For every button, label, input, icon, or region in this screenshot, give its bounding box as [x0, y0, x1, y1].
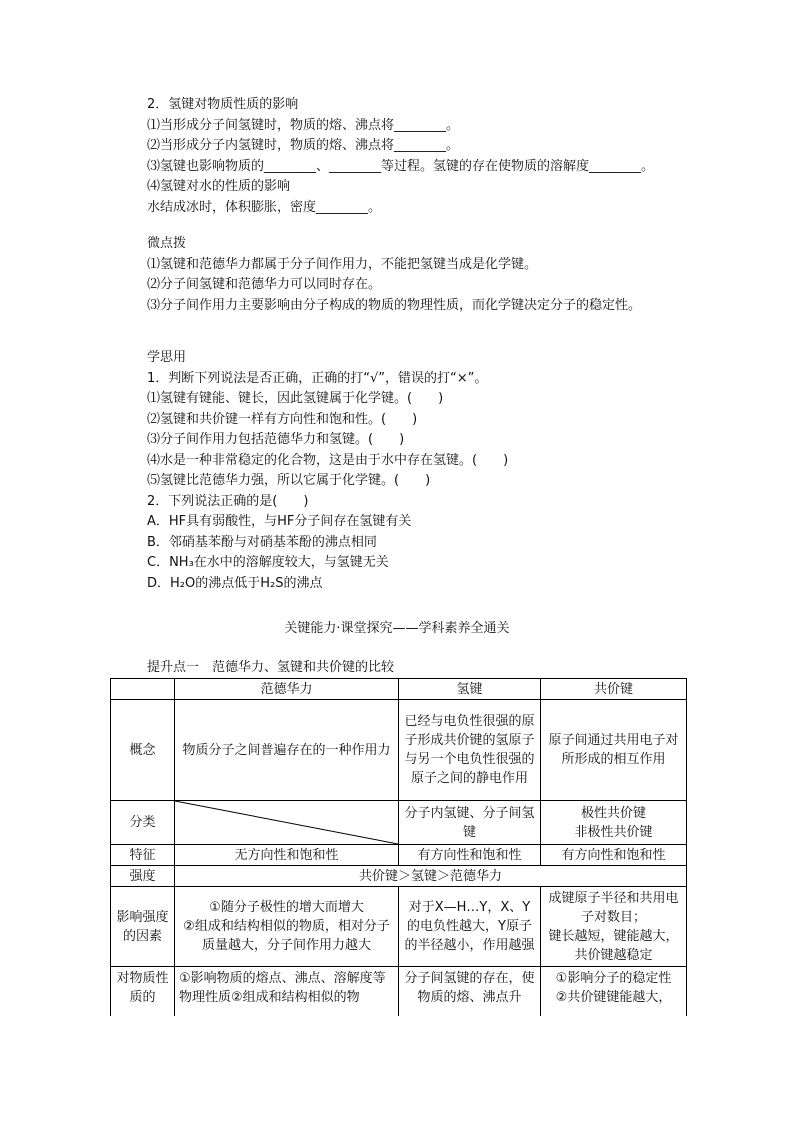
page-bottom-margin [0, 1016, 794, 1123]
question-line: ⑵氢键和共价键一样有方向性和饱和性。( ) [147, 411, 418, 427]
cell-covalent [541, 801, 687, 845]
factor-line: ②组成和结构相似的物质，相对分子质量越大，分子间作用力越大 [183, 919, 390, 953]
cell-hbond: 对于X—H…Y，X、Y的电负性越大，Y原子的半径越小，作用越强 [399, 887, 541, 967]
cell-vdw: 无方向性和饱和性 [175, 845, 399, 866]
row-label: 强度 [111, 866, 175, 887]
cell-hbond: 分子间氢键的存在，使物质的熔、沸点升 [399, 967, 541, 1017]
row-label: 对物质性质的 [111, 967, 175, 1017]
text-line: ⑷氢键对水的性质的影响 [147, 179, 291, 194]
fill-blank-line: ⑵当形成分子内氢键时，物质的熔、沸点将________。 [147, 138, 460, 153]
header-covalent: 共价键 [541, 679, 687, 700]
cell-covalent: 原子间通过共用电子对所形成的相互作用 [541, 700, 687, 801]
cell-covalent [541, 887, 687, 967]
header-empty-cell [111, 679, 175, 700]
section-title: 关键能力·课堂探究——学科素养全通关 [284, 621, 510, 636]
question-line: 1．判断下列说法是否正确，正确的打“√”，错误的打“×”。 [147, 370, 488, 386]
table-row-classification [111, 801, 687, 845]
row-label: 概念 [111, 700, 175, 801]
table-row-feature [111, 845, 687, 866]
tip-line: ⑶分子间作用力主要影响由分子构成的物质的物理性质，而化学键决定分子的稳定性。 [147, 297, 642, 313]
table-row-factors [111, 887, 687, 967]
diagonal-empty-cell [175, 801, 399, 845]
row-label: 分类 [111, 801, 175, 845]
cell-strength-order: 共价键＞氢键＞范德华力 [175, 866, 687, 887]
covalent-type: 极性共价键 [580, 805, 646, 821]
cell-hbond: 已经与电负性很强的原子形成共价键的氢原子与另一个电负性很强的原子之间的静电作用 [399, 700, 541, 801]
cell-covalent: 有方向性和饱和性 [541, 845, 687, 866]
diagonal-line [175, 801, 398, 844]
fill-blank-line: ⑶氢键也影响物质的________、________等过程。氢键的存在使物质的溶解度________。 [147, 158, 655, 174]
tip-line: ⑵分子间氢键和范德华力可以同时存在。 [147, 277, 382, 292]
tip-line: ⑴氢键和范德华力都属于分子间作用力，不能把氢键当成是化学键。 [147, 256, 538, 272]
comparison-table [110, 678, 687, 1017]
factor-line: ①随分子极性的增大而增大 [209, 900, 364, 915]
factor-line: 键长越短，键能越大，共价键越稳定 [548, 928, 679, 963]
question-line: ⑷水是一种非常稳定的化合物，这是由于水中存在氢键。( ) [147, 452, 509, 468]
tips-heading: 微点拨 [147, 236, 187, 251]
option-line: B．邻硝基苯酚与对硝基苯酚的沸点相同 [147, 534, 377, 550]
table-header-row [111, 679, 687, 700]
cell-vdw: ①影响物质的熔点、沸点、溶解度等物理性质②组成和结构相似的物 [175, 967, 399, 1017]
cell-vdw [175, 887, 399, 967]
tips-section [147, 234, 707, 316]
cell-covalent [541, 967, 687, 1017]
question-line: 2．下列说法正确的是( ) [147, 493, 309, 509]
header-hbond: 氢键 [399, 679, 541, 700]
hydrogen-bond-effects-section [147, 95, 707, 218]
option-line: A．HF具有弱酸性，与HF分子间存在氢键有关 [147, 514, 412, 529]
question-line: ⑴氢键有键能、键长，因此氢键属于化学键。( ) [147, 391, 444, 406]
option-line: C．NH₃在水中的溶解度较大，与氢键无关 [147, 555, 389, 570]
cell-hbond: 分子内氢键、分子间氢键 [399, 801, 541, 845]
header-vdw: 范德华力 [175, 679, 399, 700]
fill-blank-line: ⑴当形成分子间氢键时，物质的熔、沸点将________。 [147, 117, 460, 133]
question-line: ⑶分子间作用力包括范德华力和氢键。( ) [147, 432, 405, 447]
table-caption: 提升点一 范德华力、氢键和共价键的比较 [147, 660, 395, 675]
fill-blank-line: 水结成冰时，体积膨胀，密度________。 [147, 199, 382, 215]
table-row-strength [111, 866, 687, 887]
practice-section [147, 348, 707, 594]
effect-line: ②共价键键能越大， [555, 990, 672, 1005]
cell-vdw: 物质分子之间普遍存在的一种作用力 [175, 700, 399, 801]
effect-line: ①影响分子的稳定性 [555, 971, 672, 986]
row-label: 影响强度的因素 [111, 887, 175, 967]
practice-heading: 学思用 [147, 350, 187, 365]
question-line: ⑸氢键比范德华力强，所以它属于化学键。( ) [147, 473, 431, 488]
covalent-type: 非极性共价键 [574, 824, 653, 840]
subheading: 2．氢键对物质性质的影响 [147, 97, 299, 112]
cell-hbond: 有方向性和饱和性 [399, 845, 541, 866]
factor-line: 成键原子半径和共用电子对数目； [548, 890, 679, 925]
table-row-effect [111, 967, 687, 1017]
row-label: 特征 [111, 845, 175, 866]
table-row-concept [111, 700, 687, 801]
option-line: D．H₂O的沸点低于H₂S的沸点 [147, 575, 323, 591]
